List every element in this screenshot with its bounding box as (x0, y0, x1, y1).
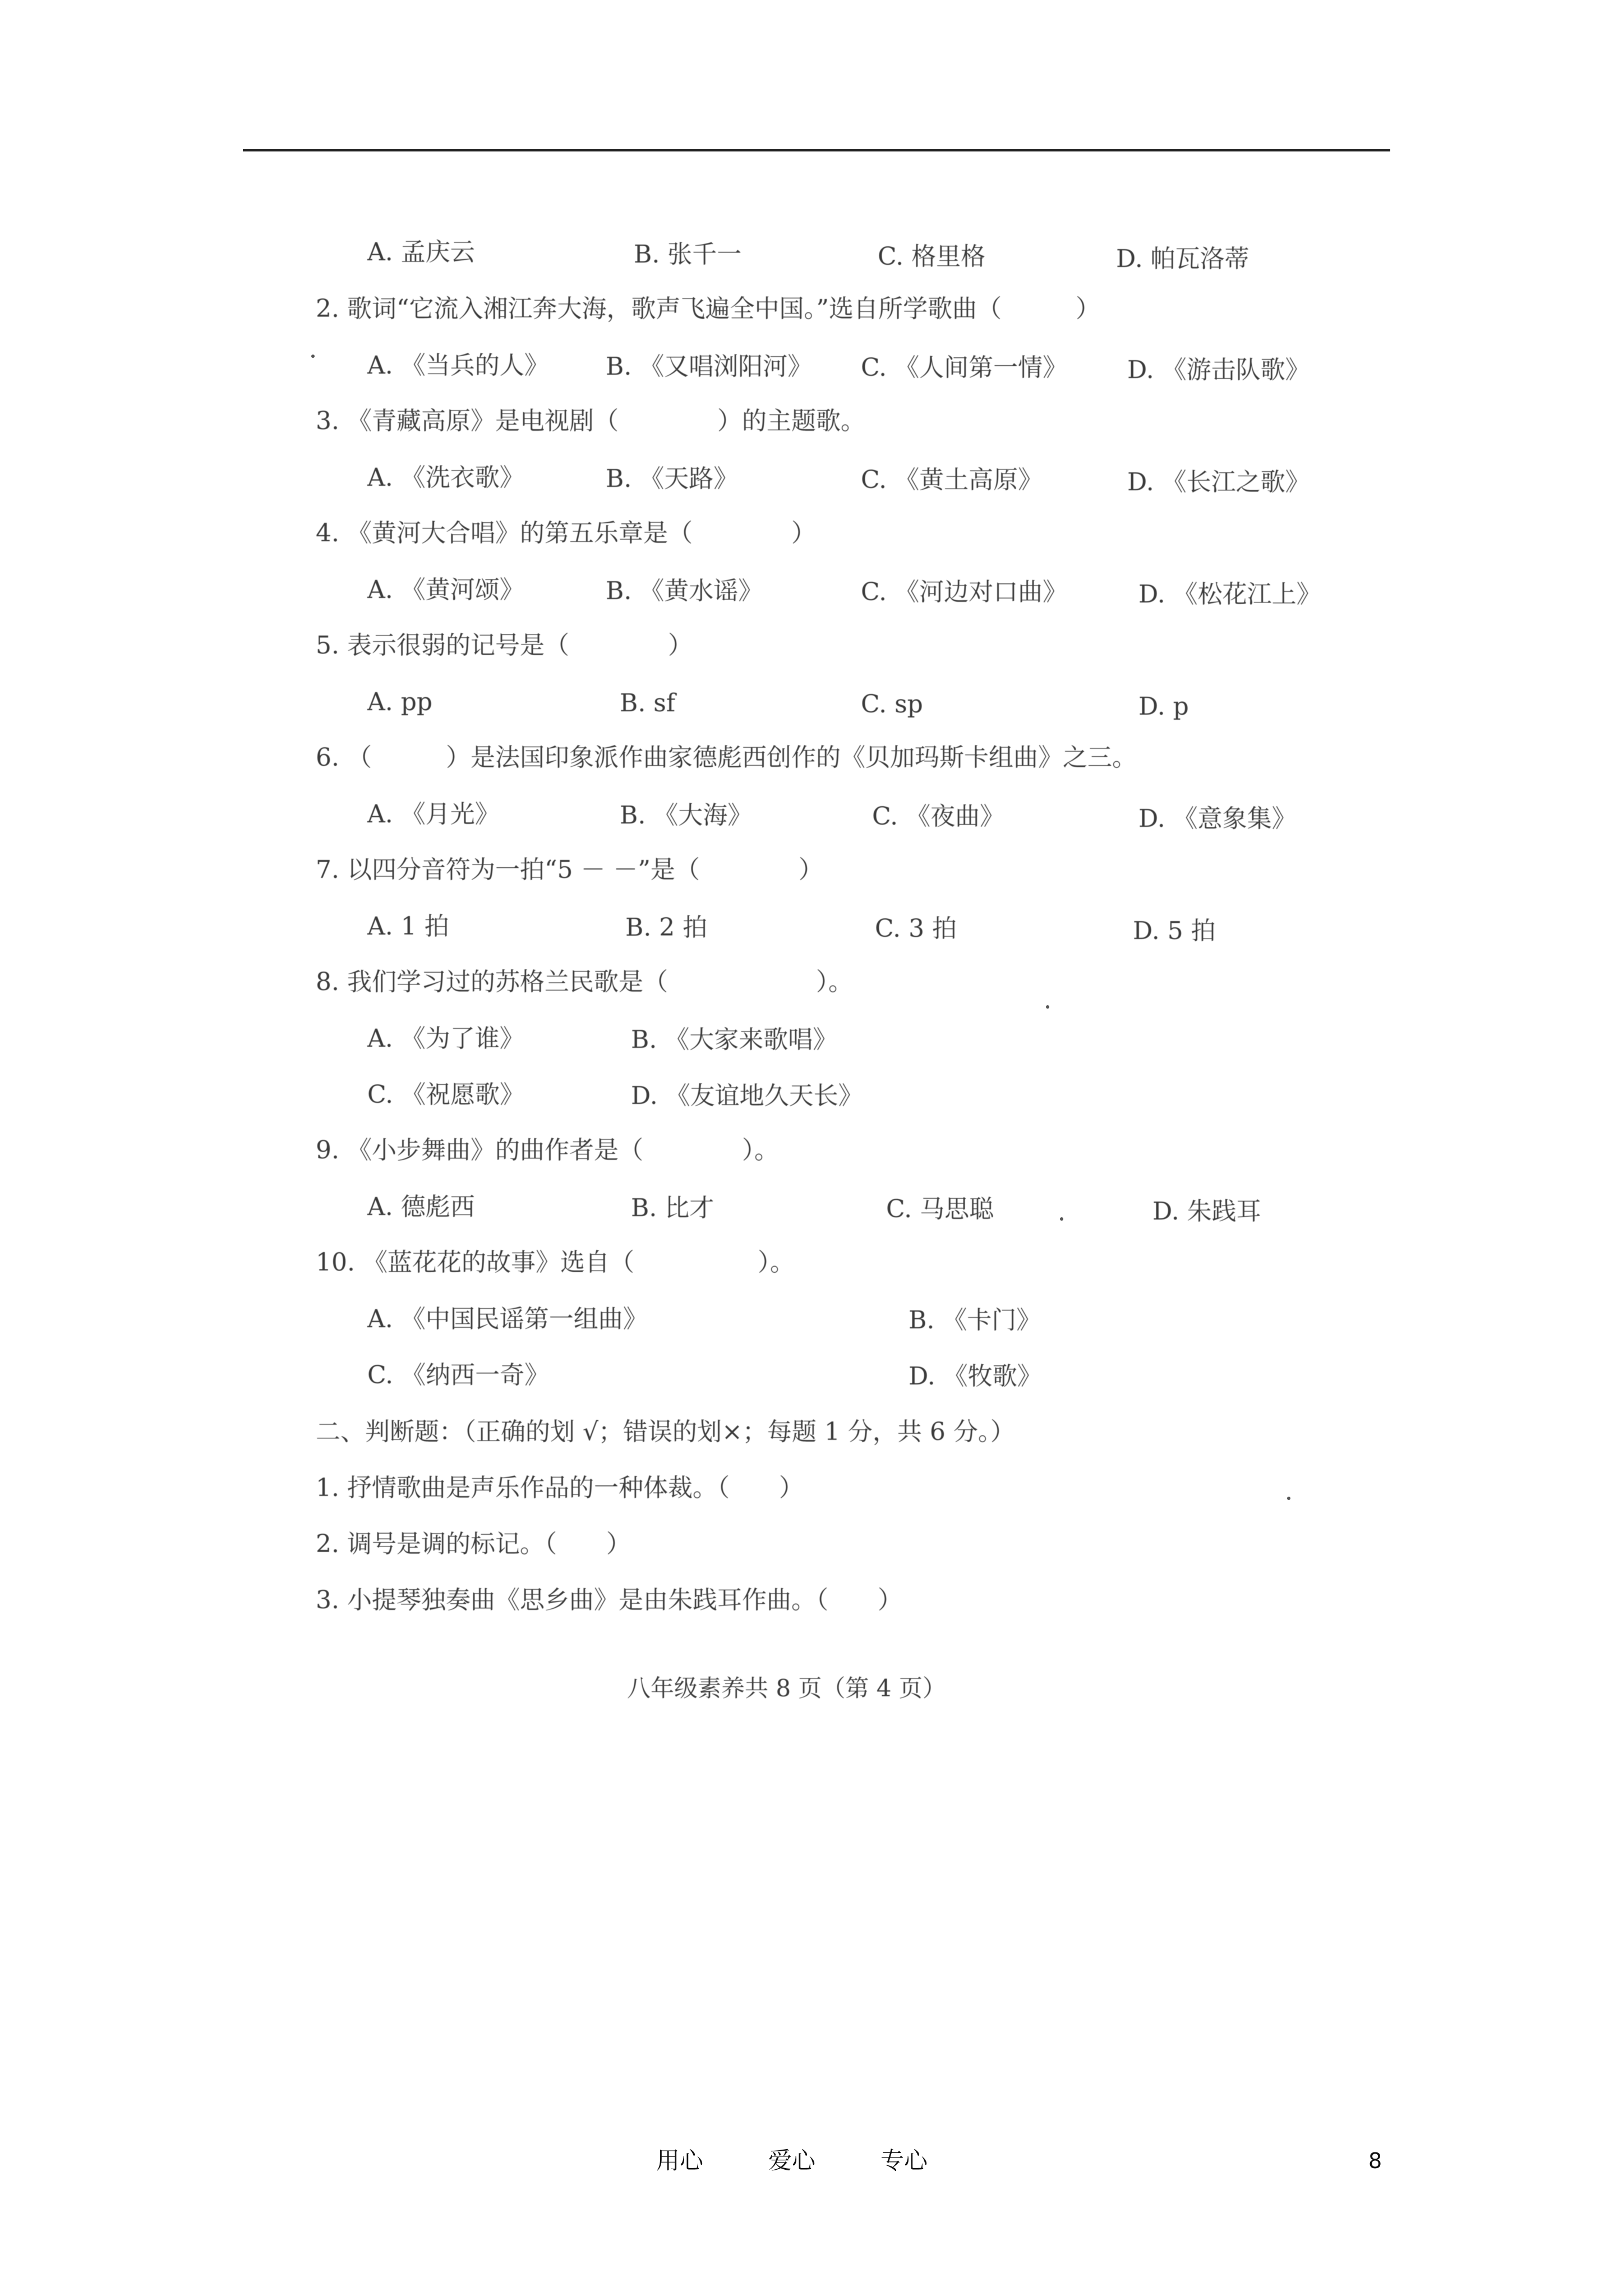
question-8-stem: 8. 我们学习过的苏格兰民歌是（ ）。 (316, 968, 853, 996)
footer-page-number: 8 (1368, 2148, 1382, 2173)
q5-option-a: A. pp (367, 688, 433, 716)
q1-option-a: A. 孟庆云 (367, 238, 475, 266)
q4-option-d: D. 《松花江上》 (1138, 580, 1321, 609)
question-10-stem: 10. 《蓝花花的故事》选自（ ）。 (316, 1248, 795, 1277)
scan-speck (311, 355, 315, 358)
q2-option-c: C. 《人间第一情》 (861, 353, 1068, 382)
q7-option-c: C. 3 拍 (875, 914, 957, 943)
tf-item-1: 1. 抒情歌曲是声乐作品的一种体裁。（ ） (316, 1474, 804, 1502)
q7-option-d: D. 5 拍 (1133, 917, 1216, 945)
q3-option-d: D. 《长江之歌》 (1127, 468, 1310, 496)
q5-option-b: B. sf (620, 689, 676, 717)
q6-option-b: B. 《大海》 (620, 801, 753, 830)
q6-option-a: A. 《月光》 (367, 800, 500, 829)
header-rule (243, 149, 1390, 151)
q4-option-a: A. 《黄河颂》 (367, 576, 524, 604)
q1-option-c: C. 格里格 (878, 242, 986, 271)
q6-option-d: D. 《意象集》 (1138, 804, 1297, 833)
q10-option-b: B. 《卡门》 (909, 1306, 1041, 1335)
question-3-stem: 3. 《青藏高原》是电视剧（ ）的主题歌。 (316, 407, 865, 435)
q3-option-a: A. 《洗衣歌》 (367, 463, 524, 492)
q6-option-c: C. 《夜曲》 (872, 802, 1005, 831)
question-4-stem: 4. 《黄河大合唱》的第五乐章是（ ） (316, 519, 816, 547)
question-5-stem: 5. 表示很弱的记号是（ ） (316, 631, 693, 660)
scan-speck (1287, 1497, 1290, 1500)
question-9-stem: 9. 《小步舞曲》的曲作者是（ ）。 (316, 1136, 779, 1165)
q7-option-a: A. 1 拍 (367, 912, 449, 941)
q8-option-d: D. 《友谊地久天长》 (631, 1082, 863, 1110)
q1-option-b: B. 张千一 (634, 240, 742, 269)
footer-word-2: 爱心 (768, 2147, 816, 2174)
q1-option-d: D. 帕瓦洛蒂 (1116, 245, 1249, 273)
q9-option-d: D. 朱践耳 (1152, 1197, 1261, 1226)
q4-option-c: C. 《河边对口曲》 (861, 578, 1068, 606)
q10-option-a: A. 《中国民谣第一组曲》 (367, 1305, 648, 1333)
q5-option-d: D. p (1138, 692, 1189, 721)
q3-option-b: B. 《天路》 (606, 464, 739, 493)
q5-option-c: C. sp (861, 690, 923, 719)
q7-option-b: B. 2 拍 (625, 913, 708, 942)
question-2-stem: 2. 歌词“它流入湘江奔大海，歌声飞遍全中国。”选自所学歌曲（ ） (316, 295, 1100, 323)
footer-word-3: 专心 (880, 2147, 928, 2174)
question-7-stem: 7. 以四分音符为一拍“5 － －”是（ ） (316, 855, 823, 884)
q2-option-d: D. 《游击队歌》 (1127, 356, 1310, 384)
tf-item-2: 2. 调号是调的标记。（ ） (316, 1530, 631, 1558)
question-6-stem: 6. （ ）是法国印象派作曲家德彪西创作的《贝加玛斯卡组曲》之三。 (316, 743, 1137, 772)
q2-option-a: A. 《当兵的人》 (367, 351, 549, 380)
page-info: 八年级素养共 8 页（第 4 页） (627, 1674, 946, 1702)
q8-option-c: C. 《祝愿歌》 (367, 1080, 525, 1109)
q2-option-b: B. 《又唱浏阳河》 (606, 352, 813, 381)
q8-option-a: A. 《为了谁》 (367, 1024, 524, 1053)
q3-option-c: C. 《黄土高原》 (861, 466, 1043, 494)
q9-option-a: A. 德彪西 (367, 1193, 475, 1221)
q10-option-c: C. 《纳西一奇》 (367, 1361, 550, 1389)
q10-option-d: D. 《牧歌》 (909, 1362, 1042, 1391)
q9-option-c: C. 马思聪 (886, 1195, 994, 1223)
tf-item-3: 3. 小提琴独奏曲《思乡曲》是由朱践耳作曲。（ ） (316, 1586, 902, 1614)
scan-speck (1060, 1217, 1063, 1221)
q9-option-b: B. 比才 (631, 1194, 714, 1222)
footer-word-1: 用心 (656, 2147, 704, 2174)
scan-speck (1046, 1005, 1049, 1009)
section-2-title: 二、判断题：（正确的划 √；错误的划×；每题 1 分，共 6 分。） (316, 1418, 1015, 1446)
q4-option-b: B. 《黄水谣》 (606, 577, 763, 605)
q8-option-b: B. 《大家来歌唱》 (631, 1025, 838, 1054)
